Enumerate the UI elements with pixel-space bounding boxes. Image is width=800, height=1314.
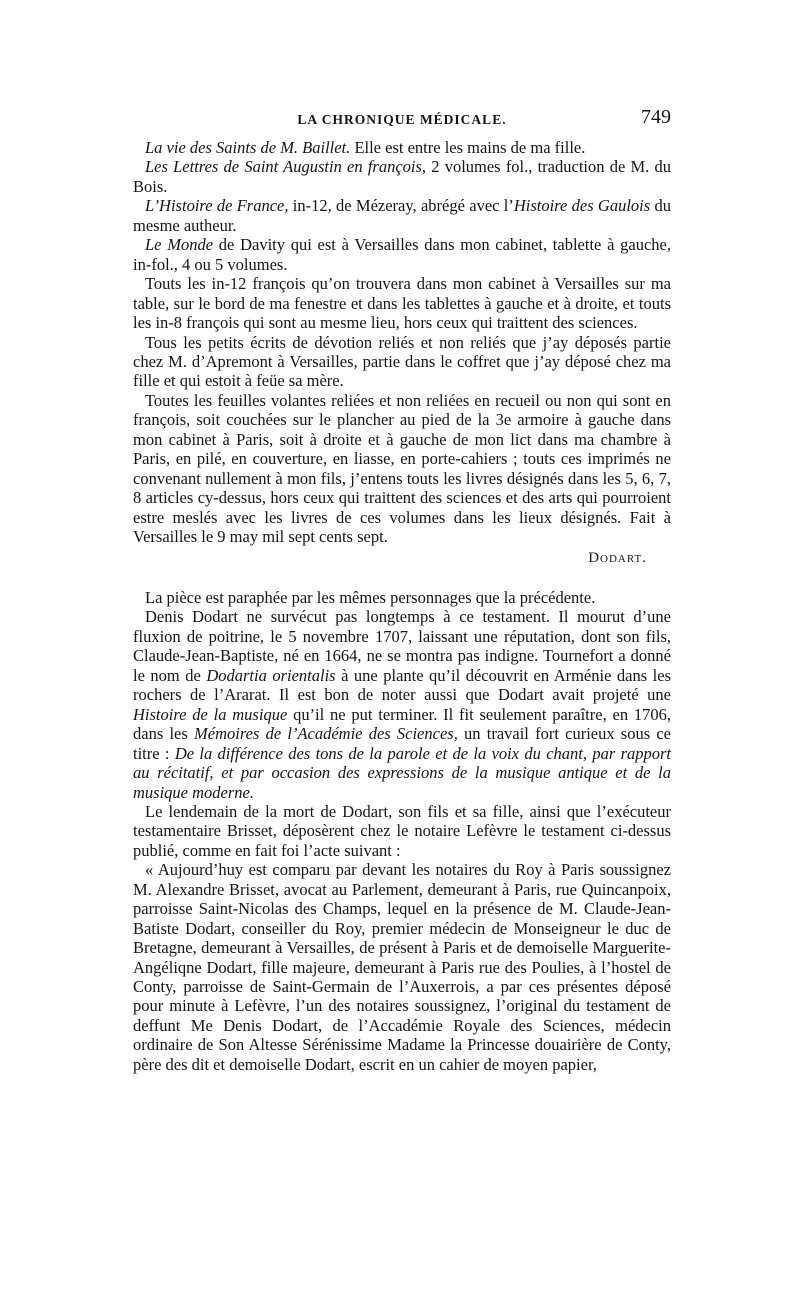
paragraph-petits-ecrits: Tous les petits écrits de dévotion reliés et non reliés que j’ay déposés partie chez M. d’Apremont à Versailles, partie dans le coffret que j’ay déposé chez ma fille et qui estoit à feüe sa mère. [133,332,671,391]
paragraph-text: 2 volumes fol., traduction de M. du Bois. [133,157,671,196]
book-title: L’Histoire de France, [145,196,289,216]
book-title: Histoire de la musique [133,704,288,724]
book-title: Les Lettres de Saint Augustin en françois, [145,157,427,177]
paragraph-acte-notarie: « Aujourd’huy est comparu par devant les notaires du Roy à Paris soussignez M. Alexandre Brisset, avocat au Parlement, demeurant à Paris, rue Quincanpoix, parroisse Saint-Nicolas des Champs, lequel en la présence de M. Claude-Jean-Batiste Dodart, conseiller du Roy, premier médecin de Monseigneur le duc de Bretagne, demeurant à Versailles, de présent à Paris et de demoiselle Marguerite-Angéliqne Dodart, fille majeure, demeurant à Paris rue des Poulies, à l’hostel de Conty, parroisse de Saint-Germain de l’Auxerrois, a par ces présentes déposé pour minute à Lefèvre, l’un des notaires soussignez, l’original du testament de deffunt Me Denis Dodart, de l’Accadémie Royale des Sciences, médecin ordinaire de Son Altesse Sérénissime Madame la Princesse douairière de Conty, père des dit et demoiselle Dodart, escrit en un cahier de moyen papier, [133,860,671,1074]
paragraph-piece-paraphee: La pièce est paraphée par les mêmes personnages que la précédente. [145,587,596,607]
paragraph-lettres-saint-augustin [133,157,671,196]
book-title: Le Monde [145,235,214,255]
page-number: 749 [641,106,671,128]
paragraph-in-12-francois: Touts les in-12 françois qu’on trouvera dans mon cabinet à Versailles sur ma table, sur le bord de ma fenestre et dans les tablettes à gauche et à droite, et touts les in-8 françois qui sont au mesme lieu, hors ceux qui traittent des sciences. [133,274,671,333]
paragraph-text: qu’il ne put terminer. Il fit seulement paraître, en 1706, dans les [133,704,671,744]
paragraph-text: un travail fort curieux sous ce titre : [133,724,672,763]
book-title: La vie des Saints de M. Baillet. [145,138,351,157]
work-title: De la différence des tons de la parole et de la voix du chant, par rapport au récitatif, et par occasion des expressions de la musique antique et de la musique moderne. [133,743,672,802]
paragraph-histoire-de-france [133,196,671,235]
paragraph-text: du mesme autheur. [133,196,671,235]
running-head [133,106,671,130]
plant-name: Dodartia orientalis [206,665,336,685]
paragraph-denis-dodart [133,607,671,802]
paragraph-text: à une plante qu’il découvrit en Arménie dans les rochers de l’Ararat. Il est bon de noter aussi que Dodart avait projeté une [133,665,671,705]
paragraph-text: in-12, de Mézeray, abrégé avec l’ [288,196,514,216]
paragraph-text: Elle est entre les mains de ma fille. [350,138,586,157]
signature: Dodart. [588,549,647,566]
book-title: Histoire des Gaulois [513,196,651,216]
paragraph-lendemain: Le lendemain de la mort de Dodart, son fils et sa fille, ainsi que l’exécuteur testamentaire Brisset, déposèrent chez le notaire Lefèvre le testament ci-dessus publié, comme en fait foi l’acte suivant : [133,801,671,860]
paragraph-feuilles-volantes: Toutes les feuilles volantes reliées et non reliées en recueil ou non qui sont en françois, soit couchées sur le plancher au pied de la 3e armoire à gauche dans mon cabinet à Paris, soit à droite et à gauche de mon lict dans ma chambre à Paris, en pilé, en couverture, en liasse, en porte-cahiers ; touts ces imprimés ne convenant nullement à mon fils, j’entens touts les livres désignés dans les 5, 6, 7, 8 articles cy-dessus, hors ceux qui traittent des sciences et des arts qui pourroient estre meslés avec les livres de ces volumes dans les lieux désignés. Fait à Versailles le 9 may mil sept cents sept. [133,390,671,547]
running-title: LA CHRONIQUE MÉDICALE. [297,112,507,127]
body-text [133,138,671,1074]
paragraph-text: de Davity qui est à Versailles dans mon cabinet, tablette à gauche, in-fol., 4 ou 5 volumes. [133,235,671,274]
publication-title: Mémoires de l’Académie des Sciences, [194,724,458,744]
paragraph-text: Denis Dodart ne survécut pas longtemps à ce testament. Il mourut d’une fluxion de poitrine, le 5 novembre 1707, laissant une réputation, dont son fils, Claude-Jean-Baptiste, né en 1664, ne se montra pas indigne. Tournefort a donné le nom de [133,607,671,685]
paragraph-vie-des-saints [133,138,671,157]
paragraph-le-monde [133,235,671,274]
book-page [133,106,671,1074]
